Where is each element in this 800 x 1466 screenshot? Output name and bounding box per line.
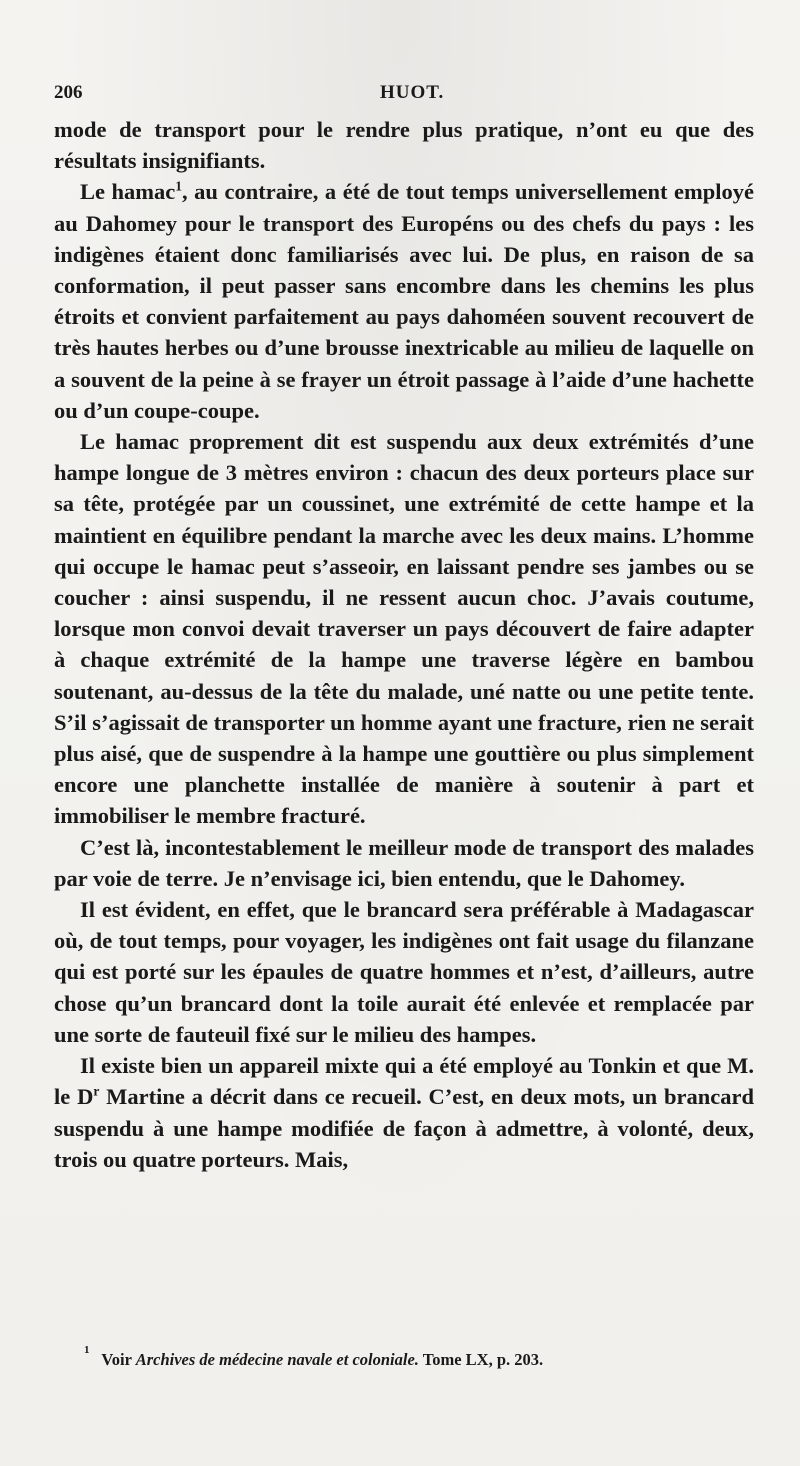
running-head: HUOT. bbox=[380, 82, 445, 103]
footnote-italic-title: Archives de médecine navale et coloniale. bbox=[135, 1350, 419, 1369]
paragraph-text: mode de transport pour le rendre plus pratique, n’ont eu que des résultats insignifiants. bbox=[54, 117, 754, 174]
footnote-reference: 1 bbox=[175, 178, 183, 194]
footnote bbox=[84, 1344, 744, 1370]
paragraph-text: , au contraire, a été de tout temps universellement employé au Dahomey pour le transport des Européns ou des chefs du pays : les indigènes étaient donc familiarisés avec lui. De plus, en raison de sa conformation, il peut passer sans encombre dans les chemins les plus étroits et convient parfaitement au pays dahoméen souvent recouvert de très hautes herbes ou d’une brousse inextricable au milieu de laquelle on a souvent de la peine à se frayer un étroit passage à l’aide d’une hachette ou d’un coupe-coupe. bbox=[54, 179, 754, 423]
superscript: r bbox=[93, 1083, 100, 1099]
footnote-prefix: Voir bbox=[101, 1350, 132, 1369]
paragraph-text: C’est là, incontestablement le meilleur mode de transport des malades par voie de terre. Je n’envisage ici, bien entendu, que le Dahomey. bbox=[54, 834, 754, 891]
paragraph bbox=[54, 176, 754, 426]
paragraph bbox=[54, 1050, 754, 1175]
paragraph-text: Martine a décrit dans ce recueil. C’est, en deux mots, un brancard suspendu à une hampe modifiée de façon à admettre, à volonté, deux, trois ou quatre porteurs. Mais, bbox=[54, 1084, 754, 1172]
paragraph bbox=[54, 426, 754, 832]
body-text bbox=[54, 114, 754, 1175]
paragraph bbox=[54, 894, 754, 1050]
paragraph-text: Il existe bien un appareil mixte qui a été employé au Tonkin et que M. le D bbox=[54, 1053, 754, 1110]
paragraph-text: Le hamac proprement dit est suspendu aux deux extrémités d’une hampe longue de 3 mètres environ : chacun des deux porteurs place sur sa tête, protégée par un coussinet, une extrémité de cette hampe et la maintient en équilibre pendant la marche avec les deux mains. L’homme qui occupe le hamac peut s’asseoir, en laissant pendre ses jambes ou se coucher : ainsi suspendu, il ne ressent aucun choc. J’avais coutume, lorsque mon convoi devait traverser un pays découvert de faire adapter à chaque extrémité de la hampe une traverse légère en bambou soutenant, au-dessus de la tête du malade, uné natte ou une petite tente. S’il s’agissait de transporter un homme ayant une fracture, rien ne serait plus aisé, que de suspendre à la hampe une gouttière ou plus simplement encore une planchette installée de manière à soutenir à part et immobiliser le membre fracturé. bbox=[54, 429, 754, 829]
page-header bbox=[54, 82, 754, 110]
paragraph-text: Le hamac bbox=[80, 179, 176, 205]
paragraph-text: Il est évident, en effet, que le brancard sera préférable à Madagascar où, de tout temps, pour voyager, les indigènes ont fait usage du filanzane qui est porté sur les épaules de quatre hommes et n’est, d’ailleurs, autre chose qu’un brancard dont la toile aurait été enlevée et remplacée par une sorte de fauteuil fixé sur le milieu des hampes. bbox=[54, 897, 754, 1047]
paragraph bbox=[54, 832, 754, 894]
page-number: 206 bbox=[54, 82, 83, 103]
footnote-marker: 1 bbox=[84, 1344, 90, 1356]
footnote-suffix: Tome LX, p. 203. bbox=[422, 1350, 544, 1369]
paragraph bbox=[54, 114, 754, 176]
